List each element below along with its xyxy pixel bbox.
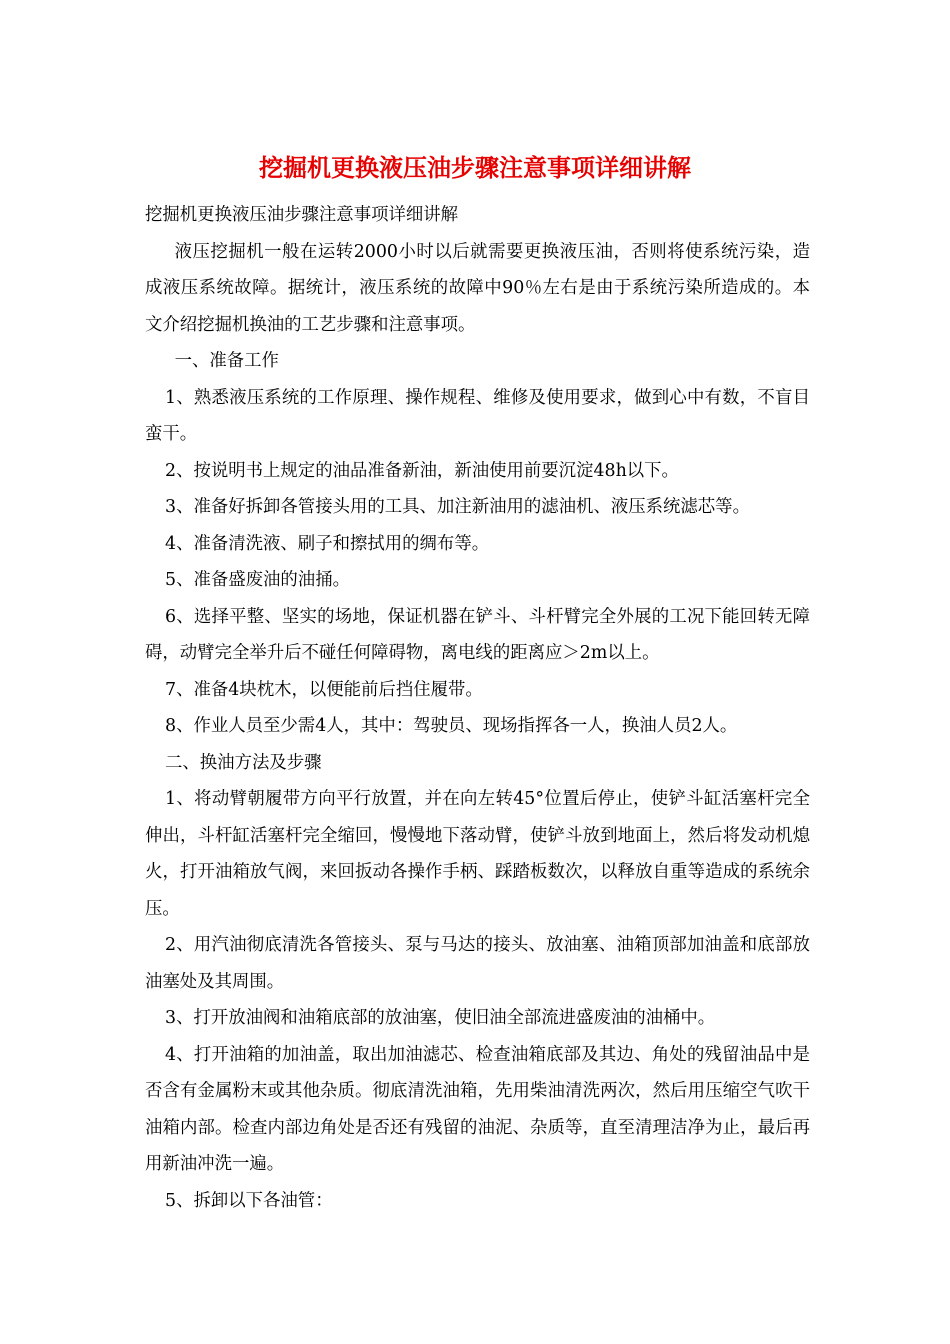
method-step-2: 2、用汽油彻底清洗各管接头、泵与马达的接头、放油塞、油箱顶部加油盖和底部放油塞处及其周围。 (145, 935, 810, 992)
method-step-1: 1、将动臂朝履带方向平行放置，并在向左转45°位置后停止，使铲斗缸活塞杆完全伸出，斗杆缸活塞杆完全缩回，慢慢地下落动臂，使铲斗放到地面上，然后将发动机熄火，打开油箱放气阀，来回扳动各操作手柄、踩踏板数次，以释放自重等造成的系统余压。 (145, 789, 810, 919)
document-body (145, 197, 810, 1219)
section-heading-preparation: 一、准备工作 (174, 351, 279, 371)
prep-step-4: 4、准备清洗液、刷子和擦拭用的绸布等。 (165, 533, 490, 554)
prep-step-7: 7、准备4块枕木，以便能前后挡住履带。 (165, 679, 483, 700)
method-step-4: 4、打开油箱的加油盖，取出加油滤芯、检查油箱底部及其边、角处的残留油品中是否含有金属粉末或其他杂质。彻底清洗油箱，先用柴油清洗两次，然后用压缩空气吹干油箱内部。检查内部边角处是否还有残留的油泥、杂质等，直至清理洁净为止，最后再用新油冲洗一遍。 (145, 1044, 810, 1174)
document-subtitle: 挖掘机更换液压油步骤注意事项详细讲解 (145, 205, 459, 225)
document-title: 挖掘机更换液压油步骤注意事项详细讲解 (259, 153, 691, 182)
section-heading-method: 二、换油方法及步骤 (165, 752, 322, 773)
intro-paragraph: 液压挖掘机一般在运转2000小时以后就需要更换液压油，否则将使系统污染，造成液压系统故障。据统计，液压系统的故障中90％左右是由于系统污染所造成的。本文介绍挖掘机换油的工艺步骤和注意事项。 (145, 241, 810, 335)
method-step-5: 5、拆卸以下各油管： (165, 1190, 333, 1211)
prep-step-5: 5、准备盛废油的油捅。 (165, 570, 350, 590)
prep-step-1: 1、熟悉液压系统的工作原理、操作规程、维修及使用要求，做到心中有数，不盲目蛮干。 (145, 387, 810, 444)
prep-step-3: 3、准备好拆卸各管接头用的工具、加注新油用的滤油机、液压系统滤芯等。 (165, 497, 750, 517)
method-step-3: 3、打开放油阀和油箱底部的放油塞，使旧油全部流进盛废油的油桶中。 (165, 1008, 716, 1028)
prep-step-2: 2、按说明书上规定的油品准备新油，新油使用前要沉淀48h以下。 (165, 460, 679, 481)
prep-step-6: 6、选择平整、坚实的场地，保证机器在铲斗、斗杆臂完全外展的工况下能回转无障碍，动臂完全举升后不碰任何障碍物，离电线的距离应＞2m以上。 (145, 606, 810, 663)
prep-step-8: 8、作业人员至少需4人，其中：驾驶员、现场指挥各一人，换油人员2人。 (165, 716, 738, 736)
